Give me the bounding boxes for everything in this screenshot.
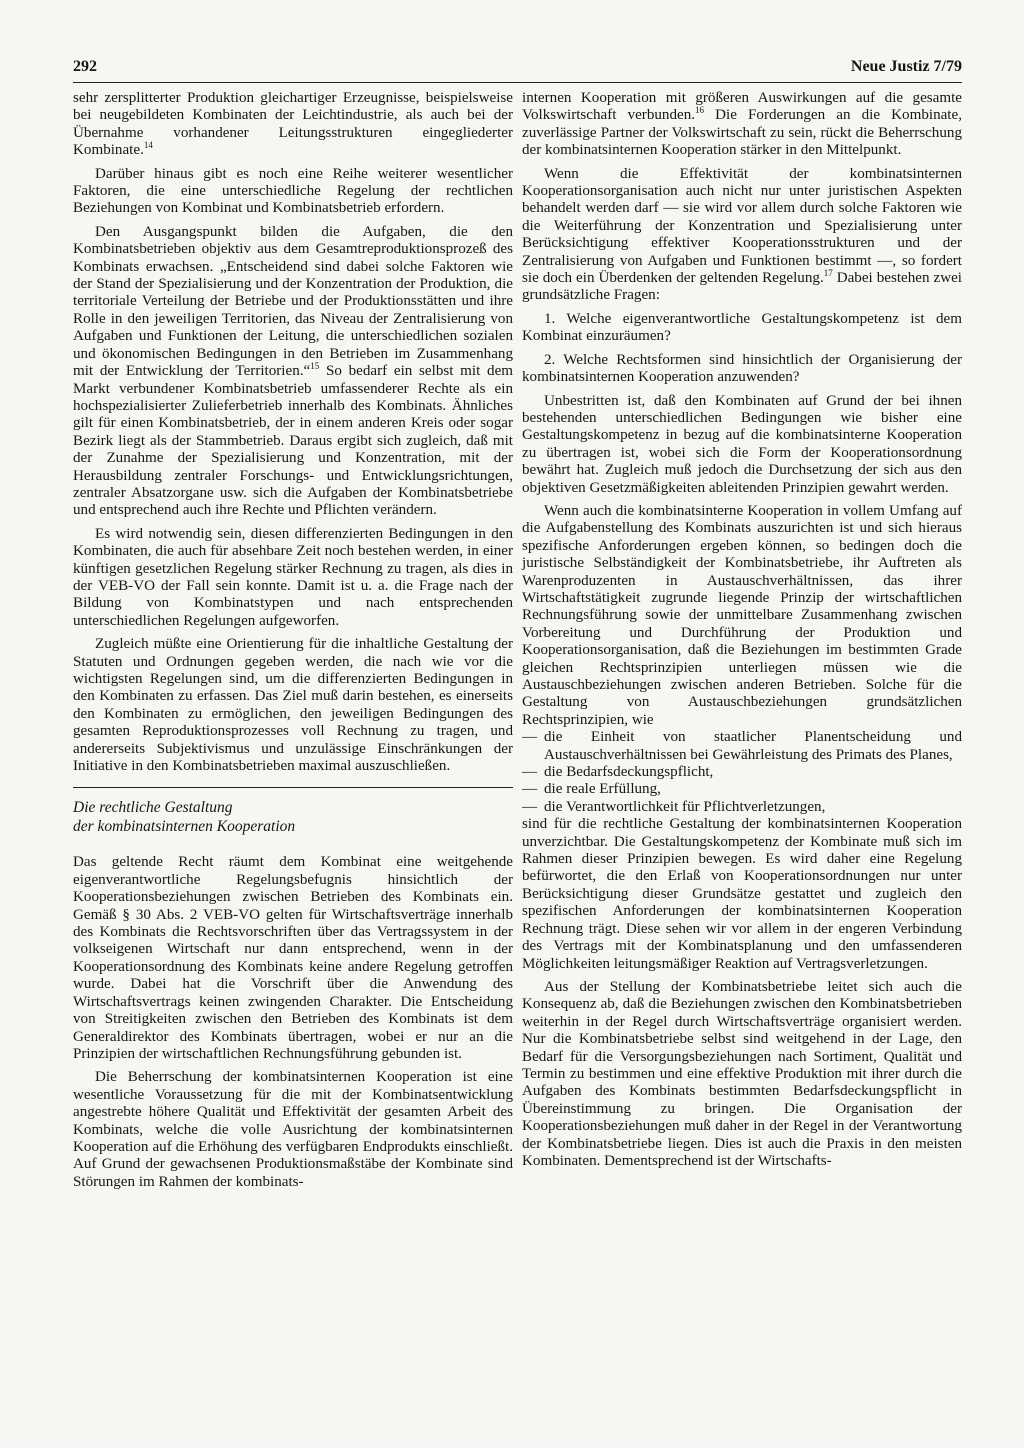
footnote-ref: 16 (695, 105, 705, 116)
paragraph: Das geltende Recht räumt dem Kombinat eine weitgehende eigenverantwortliche Regelungsbefugnis hinsichtlich der Kooperationsbeziehungen zwischen Betrieben des Kombinats ein. Gemäß § 30 Abs. 2 VEB-VO gelten für Wirtschaftsverträge innerhalb des Kombinats die Rechtsvorschriften über das Vertragssystem in der volkseigenen Wirtschaft nur dann entsprechend, wenn in der Kooperationsordnung des Kombinats keine andere Regelung getroffen wurde. Dabei hat die Vorschrift über die Anwendung des Wirtschaftsvertrags keinen zwingenden Charakter. Die Entscheidung von Streitigkeiten zwischen den Betrieben des Kombinats ist dem Generaldirektor des Kombinats übertragen, wobei er nur an die Prinzipien der wirtschaftlichen Rechnungsführung gebunden ist. (73, 854, 513, 1062)
paragraph: sehr zersplitterter Produktion gleichartiger Erzeugnisse, beispielsweise bei neugebildeten Kombinaten der Leichtindustrie, als auch bei der Übernahme vorhandener Leitungsstrukturen eingegliederter Kombinate.$^{14}$ (73, 90, 513, 159)
list-item: — die reale Erfüllung, (522, 781, 661, 798)
paragraph: sind für die rechtliche Gestaltung der kombinatsinternen Kooperation unverzichtbar. Die Gestaltungskompetenz der Kombinate muß sich im Rahmen dieser Prinzipien bewegen. Es wird daher eine Regelung befürwortet, die den Erlaß von Kooperationsordnungen nur unter Berücksichtigung dieser Grundsätze gestattet und zugleich den spezifischen Anforderungen der kombinatsinternen Kooperation Rechnung trägt. Diese sehen wir vor allem in der engeren Verbindung des Vertrags mit der Kombinatsplanung und den umfassenderen Möglichkeiten leitungsmäßiger Reaktion auf Vertragsverletzungen. (522, 816, 962, 972)
question-1: 1. Welche eigenverantwortliche Gestaltungskompetenz ist dem Kombinat einzuräumen? (522, 310, 962, 345)
header-rule (73, 82, 962, 83)
section-rule (73, 787, 513, 788)
section-heading: Die rechtliche Gestaltung der kombinatsinternen Kooperation (73, 799, 296, 836)
paragraph: Zugleich müßte eine Orientierung für die inhaltliche Gestaltung der Statuten und Ordnungen gegeben werden, die nach wie vor die wichtigsten Regelungen sind, um die differenzierten Bedingungen in den Kombinaten zu erfassen. Das Ziel muß darin bestehen, es einerseits den Kombinaten zu ermöglichen, den jeweiligen Bedingungen des gesamten Reproduktionsprozesses voll Rechnung zu tragen, und andererseits Subjektivismus und unzulässige Einschränkungen der Initiative in den Kombinatsbetrieben maximal auszuschließen. (73, 636, 513, 775)
paragraph: Die Beherrschung der kombinatsinternen Kooperation ist eine wesentliche Voraussetzung für die mit der Kombinatsentwicklung angestrebte höhere Qualität und Effektivität der gesamten Arbeit des Kombinats, welche die volle Ausrichtung der kombinatsinternen Kooperation auf die Erhöhung des verfügbaren Endprodukts einschließt. Auf Grund der gewachsenen Produktionsmaßstäbe der Kombinate sind Störungen im Rahmen der kombinats- (73, 1069, 513, 1190)
principles-list (522, 729, 962, 816)
paragraph: Darüber hinaus gibt es noch eine Reihe weiterer wesentlicher Faktoren, die eine unterschiedliche Regelung der rechtlichen Beziehungen von Kombinat und Kombinatsbetrieb erfordern. (73, 165, 513, 217)
question-2: 2. Welche Rechtsformen sind hinsichtlich der Organisierung der kombinatsinternen Kooperation anzuwenden? (522, 351, 962, 386)
paragraph: Unbestritten ist, daß den Kombinaten auf Grund der bei ihnen bestehenden unterschiedlichen Bedingungen wie bisher eine Gestaltungskompetenz in bezug auf die kombinatsinterne Kooperation zu übertragen ist, wobei sich die Form der Kooperationsordnung bewährt hat. Zugleich muß jedoch die Durchsetzung der sich aus den objektiven Gesetzmäßigkeiten ableitenden Prinzipien gewahrt werden. (522, 392, 962, 496)
page-number: 292 (73, 58, 97, 75)
paragraph: Wenn die Effektivität der kombinatsinternen Kooperationsorganisation auch nicht nur unter juristischen Aspekten behandelt werden darf — sie wird vor allem durch solche Faktoren wie die Weiterführung der Konzentration und Spezialisierung unter Berücksichtigung effektiver Kooperationsstrukturen und der Zentralisierung von Aufgaben und Funktionen bestimmt —, so fordert sie doch ein Überdenken der geltenden Regelung.$^{17}$ Dabei bestehen zwei grundsätzliche Fragen: (522, 165, 962, 304)
paragraph: Aus der Stellung der Kombinatsbetriebe leitet sich auch die Konsequenz ab, daß die Beziehungen zwischen den Kombinatsbetrieben weiterhin in der Regel durch Wirtschaftsverträge organisiert werden. Nur die Kombinatsbetriebe selbst sind weitgehend in der Lage, den Bedarf für die Versorgungsbeziehungen nach Sortiment, Qualität und Termin zu bestimmen und eine effektive Produktion mit ihrer durch die Aufgaben des Kombinats bestimmten Bedarfsdeckungspflicht in Übereinstimmung zu bringen. Die Organisation der Kooperationsbeziehungen muß daher in der Regel in der Verantwortung der Kombinatsbetriebe liegen. Dies ist auch die Praxis in den meisten Kombinaten. Dementsprechend ist der Wirtschafts- (522, 978, 962, 1169)
list-item: — die Verantwortlichkeit für Pflichtverletzungen, (522, 798, 826, 815)
footnote-ref: 14 (143, 140, 153, 151)
paragraph: Wenn auch die kombinatsinterne Kooperation in vollem Umfang auf die Aufgabenstellung des Kombinats auszurichten ist und sich hieraus spezifische Anforderungen ergeben können, so bedingen doch die juristische Selbständigkeit der Kombinatsbetriebe, ihr Auftreten als Warenproduzenten in Austauschverhältnissen, das ihrer Wirtschaftstätigkeit zugrunde liegende Prinzip der wirtschaftlichen Rechnungsführung sowie der unmittelbare Zusammenhang zwischen Vorbereitung und Durchführung der Produktion und Kooperationsorganisation, daß die Beziehungen im bestimmten Grade gleichen Rechtsprinzipien unterliegen müssen wie die Austauschbeziehungen zwischen anderen Betrieben. Solche für die Gestaltung von Austauschbeziehungen grundsätzlichen Rechtsprinzipien, wie (522, 502, 962, 728)
list-item: — die Bedarfsdeckungspflicht, (522, 764, 714, 781)
left-column (73, 90, 513, 1197)
paragraph: Es wird notwendig sein, diesen differenzierten Bedingungen in den Kombinaten, die auch für absehbare Zeit noch bestehen werden, in einer künftigen gesetzlichen Regelung stärker Rechnung zu tragen, als dies in der VEB-VO der Fall sein konnte. Damit ist u. a. die Frage nach der Bildung von Kombinatstypen und nach entsprechenden unterschiedlichen Regelungen aufgeworfen. (73, 525, 513, 629)
page-header (73, 58, 962, 76)
paragraph: Den Ausgangspunkt bilden die Aufgaben, die den Kombinatsbetrieben objektiv aus dem Gesamtreproduktionsprozeß des Kombinats erwachsen. „Entscheidend sind dabei solche Faktoren wie der Stand der Spezialisierung und der Konzentration der Produktion, die territoriale Verteilung der Betriebe und der Produktionsstätten und ihre Rolle in den jeweiligen Territorien, das Niveau der Zentralisierung von Aufgaben und Funktionen der Leitung, die unterschiedlichen sozialen und ökonomischen Bedingungen in den Betrieben im Zusammenhang mit der Entwicklung der Territorien.“$^{15}$ So bedarf ein selbst mit dem Markt verbundener Kombinatsbetrieb umfassenderer Rechte als ein hochspezialisierter Zulieferbetrieb innerhalb des Kombinats. Ähnliches gilt für einen Kombinatsbetrieb, der in einem anderen Kreis oder sogar Bezirk liegt als der Stammbetrieb. Daraus ergibt sich zugleich, daß mit der Zunahme der Spezialisierung und Konzentration, mit der Herausbildung zentraler Forschungs- und Entwicklungsrichtungen, zentraler Absatzorgane usw. sich die Aufgaben der Kombinatsbetriebe und entsprechend auch ihre Rechte und Pflichten verändern. (73, 223, 514, 519)
footnote-ref: 17 (823, 268, 833, 279)
journal-issue: Neue Justiz 7/79 (850, 58, 962, 75)
paragraph: internen Kooperation mit größeren Auswirkungen auf die gesamte Volkswirtschaft verbunden.$^{16}$ Die Forderungen an die Kombinate, zuverlässige Partner der Volkswirtschaft zu sein, rückt die Beherrschung der kombinatsinternen Kooperation stärker in den Mittelpunkt. (522, 90, 962, 159)
right-column (522, 90, 962, 1176)
list-item: — die Einheit von staatlicher Planentscheidung und Austauschverhältnissen bei Gewährleistung des Primats des Planes, (522, 729, 962, 763)
footnote-ref: 15 (310, 361, 320, 372)
